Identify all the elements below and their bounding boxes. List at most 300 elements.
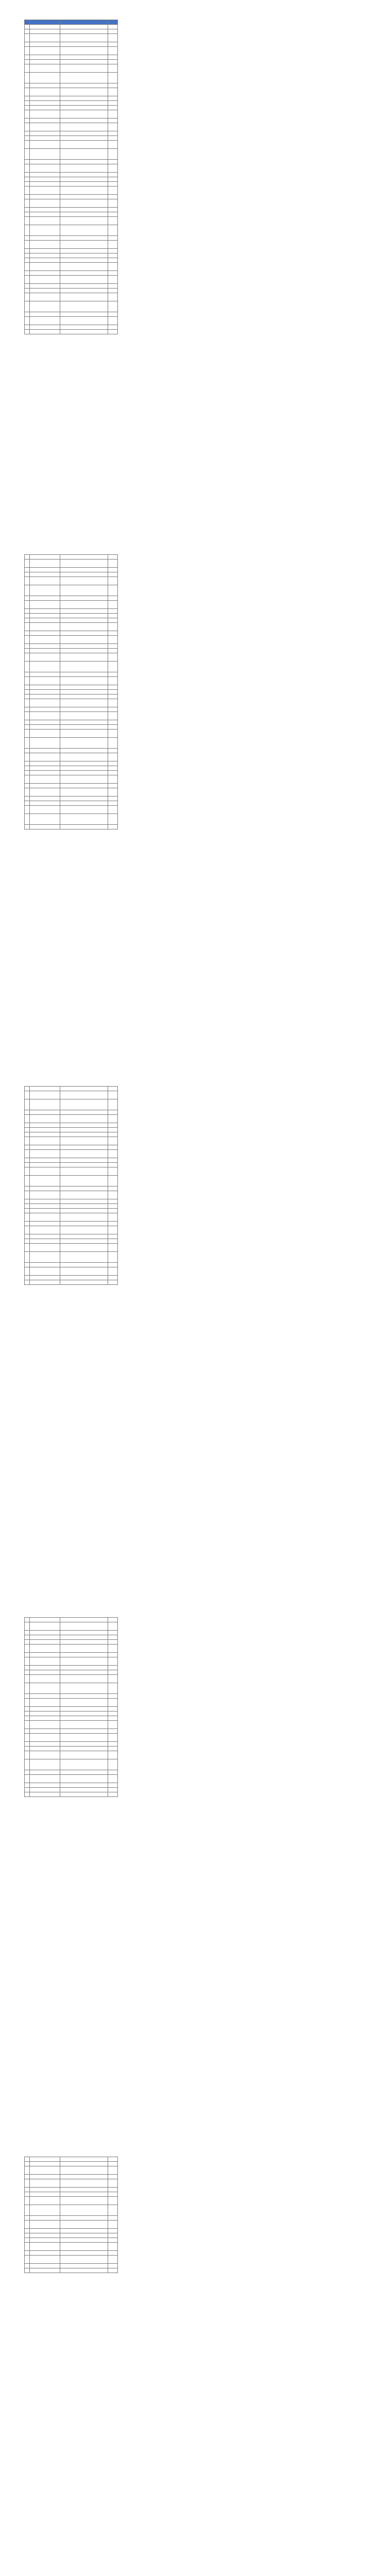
position-cell	[60, 173, 108, 177]
no-cell	[25, 738, 30, 749]
position-cell	[60, 64, 108, 73]
position-cell	[60, 788, 108, 796]
organization-cell	[30, 662, 60, 672]
position-cell	[60, 1167, 108, 1176]
note-cell	[108, 249, 118, 253]
position-cell	[60, 25, 108, 29]
position-cell	[60, 1747, 108, 1751]
table-row	[25, 160, 118, 164]
no-cell	[25, 1699, 30, 1707]
no-cell	[25, 730, 30, 738]
table-row	[25, 55, 118, 60]
position-cell	[60, 614, 108, 618]
note-cell	[108, 1110, 118, 1115]
organization-cell	[30, 1792, 60, 1797]
header-cell-no	[25, 20, 30, 25]
position-cell	[60, 1137, 108, 1145]
no-cell	[25, 814, 30, 825]
no-cell	[25, 1267, 30, 1276]
organization-cell	[30, 60, 60, 64]
note-cell	[108, 1280, 118, 1285]
position-cell	[60, 694, 108, 699]
position-cell	[60, 1751, 108, 1759]
table-row	[25, 1115, 118, 1123]
no-cell	[25, 577, 30, 585]
organization-cell	[30, 766, 60, 771]
table-row	[25, 164, 118, 173]
no-cell	[25, 2233, 30, 2238]
no-cell	[25, 653, 30, 662]
no-cell	[25, 1280, 30, 1285]
no-cell	[25, 585, 30, 596]
organization-cell	[30, 88, 60, 96]
table-row	[25, 2179, 118, 2188]
organization-cell	[30, 761, 60, 766]
no-cell	[25, 753, 30, 761]
table-row	[25, 560, 118, 568]
organization-cell	[30, 2243, 60, 2251]
position-cell	[60, 1226, 108, 1234]
organization-cell	[30, 284, 60, 289]
no-cell	[25, 1204, 30, 1209]
table-row	[25, 249, 118, 253]
organization-cell	[30, 236, 60, 241]
organization-cell	[30, 293, 60, 301]
note-cell	[108, 2264, 118, 2268]
table-row	[25, 609, 118, 614]
table-row	[25, 2157, 118, 2162]
organization-cell	[30, 1150, 60, 1158]
position-cell	[60, 34, 108, 42]
table-row	[25, 60, 118, 64]
position-cell	[60, 182, 108, 187]
note-cell	[108, 1759, 118, 1770]
table-row	[25, 141, 118, 149]
no-cell	[25, 177, 30, 182]
no-cell	[25, 568, 30, 572]
no-cell	[25, 1145, 30, 1150]
note-cell	[108, 690, 118, 694]
position-cell	[60, 1716, 108, 1721]
note-cell	[108, 1145, 118, 1150]
position-cell	[60, 618, 108, 623]
organization-cell	[30, 173, 60, 177]
organization-cell	[30, 1770, 60, 1775]
table-row	[25, 325, 118, 330]
note-cell	[108, 555, 118, 560]
organization-cell	[30, 1239, 60, 1244]
organization-cell	[30, 2238, 60, 2243]
organization-cell	[30, 1099, 60, 1110]
position-cell	[60, 2192, 108, 2197]
position-cell	[60, 712, 108, 720]
position-cell	[60, 699, 108, 707]
organization-cell	[30, 301, 60, 312]
position-cell	[60, 225, 108, 236]
organization-cell	[30, 1783, 60, 1788]
note-cell	[108, 761, 118, 766]
table-row	[25, 677, 118, 685]
note-cell	[108, 73, 118, 83]
organization-cell	[30, 1729, 60, 1734]
table-row	[25, 217, 118, 225]
note-cell	[108, 1132, 118, 1137]
note-cell	[108, 568, 118, 572]
position-cell	[60, 1099, 108, 1110]
table-row	[25, 1675, 118, 1683]
position-cell	[60, 96, 108, 101]
organization-cell	[30, 1622, 60, 1631]
table-row	[25, 1099, 118, 1110]
note-cell	[108, 141, 118, 149]
organization-cell	[30, 577, 60, 585]
organization-cell	[30, 253, 60, 258]
no-cell	[25, 141, 30, 149]
no-cell	[25, 712, 30, 720]
no-cell	[25, 312, 30, 317]
table-row	[25, 2256, 118, 2264]
note-cell	[108, 2197, 118, 2205]
position-cell	[60, 560, 108, 568]
no-cell	[25, 690, 30, 694]
position-cell	[60, 2197, 108, 2205]
organization-cell	[30, 2179, 60, 2188]
no-cell	[25, 572, 30, 577]
table-row	[25, 623, 118, 631]
no-cell	[25, 601, 30, 609]
note-cell	[108, 1158, 118, 1163]
position-cell	[60, 1694, 108, 1699]
organization-cell	[30, 796, 60, 801]
table-row	[25, 771, 118, 775]
organization-cell	[30, 2157, 60, 2162]
organization-cell	[30, 2256, 60, 2264]
organization-cell	[30, 1267, 60, 1276]
organization-cell	[30, 712, 60, 720]
no-cell	[25, 1770, 30, 1775]
position-cell	[60, 1222, 108, 1226]
note-cell	[108, 653, 118, 662]
no-cell	[25, 1640, 30, 1645]
no-cell	[25, 596, 30, 601]
position-cell	[60, 1110, 108, 1115]
note-cell	[108, 173, 118, 177]
note-cell	[108, 1670, 118, 1675]
note-cell	[108, 55, 118, 60]
note-cell	[108, 623, 118, 631]
table-row	[25, 1199, 118, 1204]
organization-cell	[30, 1716, 60, 1721]
organization-cell	[30, 585, 60, 596]
organization-cell	[30, 1653, 60, 1657]
no-cell	[25, 293, 30, 301]
position-cell	[60, 761, 108, 766]
note-cell	[108, 596, 118, 601]
position-cell	[60, 662, 108, 672]
table-row	[25, 301, 118, 312]
table-row	[25, 775, 118, 784]
position-cell	[60, 42, 108, 47]
position-cell	[60, 2175, 108, 2179]
no-cell	[25, 1622, 30, 1631]
no-cell	[25, 1792, 30, 1797]
note-cell	[108, 263, 118, 271]
position-cell	[60, 1783, 108, 1788]
table-row	[25, 29, 118, 34]
note-cell	[108, 1792, 118, 1797]
no-cell	[25, 110, 30, 118]
no-cell	[25, 2197, 30, 2205]
note-cell	[108, 1137, 118, 1145]
position-cell	[60, 289, 108, 293]
no-cell	[25, 1645, 30, 1653]
position-cell	[60, 1128, 108, 1132]
no-cell	[25, 806, 30, 814]
organization-cell	[30, 1747, 60, 1751]
table-body	[25, 1618, 118, 1797]
note-cell	[108, 1099, 118, 1110]
note-cell	[108, 1729, 118, 1734]
organization-cell	[30, 623, 60, 631]
note-cell	[108, 720, 118, 725]
table-row	[25, 618, 118, 623]
no-cell	[25, 1167, 30, 1176]
position-cell	[60, 164, 108, 173]
position-cell	[60, 1115, 108, 1123]
table-row	[25, 312, 118, 317]
table-row	[25, 1653, 118, 1657]
organization-cell	[30, 1683, 60, 1694]
position-cell	[60, 572, 108, 577]
table-row	[25, 212, 118, 217]
no-cell	[25, 253, 30, 258]
no-cell	[25, 1239, 30, 1244]
table-row	[25, 1618, 118, 1622]
note-cell	[108, 258, 118, 263]
organization-cell	[30, 814, 60, 825]
note-cell	[108, 1204, 118, 1209]
note-cell	[108, 276, 118, 284]
note-cell	[108, 2157, 118, 2162]
table-row	[25, 1213, 118, 1222]
table-row	[25, 796, 118, 801]
table-row	[25, 585, 118, 596]
position-cell	[60, 1234, 108, 1239]
note-cell	[108, 1751, 118, 1759]
table-row	[25, 761, 118, 766]
note-cell	[108, 1115, 118, 1123]
position-cell	[60, 101, 108, 106]
no-cell	[25, 644, 30, 649]
organization-cell	[30, 141, 60, 149]
no-cell	[25, 725, 30, 730]
table-row	[25, 1716, 118, 1721]
note-cell	[108, 801, 118, 806]
position-cell	[60, 263, 108, 271]
note-cell	[108, 284, 118, 289]
organization-cell	[30, 258, 60, 263]
note-cell	[108, 784, 118, 788]
position-cell	[60, 1618, 108, 1622]
table-row	[25, 1666, 118, 1670]
position-cell	[60, 330, 108, 334]
note-cell	[108, 2238, 118, 2243]
organization-cell	[30, 1244, 60, 1252]
position-cell	[60, 1645, 108, 1653]
note-cell	[108, 1226, 118, 1234]
no-cell	[25, 1263, 30, 1267]
no-cell	[25, 73, 30, 83]
position-cell	[60, 88, 108, 96]
position-cell	[60, 2216, 108, 2221]
no-cell	[25, 1670, 30, 1675]
organization-cell	[30, 694, 60, 699]
organization-cell	[30, 555, 60, 560]
no-cell	[25, 1132, 30, 1137]
note-cell	[108, 2179, 118, 2188]
organization-cell	[30, 2205, 60, 2216]
position-cell	[60, 1670, 108, 1675]
no-cell	[25, 2256, 30, 2264]
position-cell	[60, 596, 108, 601]
no-cell	[25, 1683, 30, 1694]
note-cell	[108, 199, 118, 208]
table-row	[25, 2192, 118, 2197]
table-row	[25, 2251, 118, 2256]
organization-cell	[30, 199, 60, 208]
no-cell	[25, 1751, 30, 1759]
note-cell	[108, 88, 118, 96]
table-row	[25, 707, 118, 712]
organization-cell	[30, 164, 60, 173]
table-row	[25, 1226, 118, 1234]
no-cell	[25, 187, 30, 195]
note-cell	[108, 1239, 118, 1244]
note-cell	[108, 187, 118, 195]
table-row	[25, 64, 118, 73]
table-row	[25, 685, 118, 690]
table-row	[25, 330, 118, 334]
no-cell	[25, 699, 30, 707]
no-cell	[25, 2188, 30, 2192]
note-cell	[108, 1087, 118, 1091]
note-cell	[108, 1213, 118, 1222]
table-row	[25, 293, 118, 301]
position-cell	[60, 2233, 108, 2238]
organization-cell	[30, 131, 60, 136]
note-cell	[108, 289, 118, 293]
organization-cell	[30, 1091, 60, 1099]
position-cell	[60, 131, 108, 136]
organization-cell	[30, 1657, 60, 1666]
no-cell	[25, 1747, 30, 1751]
position-cell	[60, 784, 108, 788]
note-cell	[108, 2256, 118, 2264]
table-row	[25, 653, 118, 662]
note-cell	[108, 662, 118, 672]
no-cell	[25, 707, 30, 712]
no-cell	[25, 106, 30, 110]
note-cell	[108, 796, 118, 801]
table-row	[25, 1276, 118, 1280]
table-row	[25, 766, 118, 771]
note-cell	[108, 1209, 118, 1213]
no-cell	[25, 1199, 30, 1204]
note-cell	[108, 177, 118, 182]
table-row	[25, 177, 118, 182]
no-cell	[25, 263, 30, 271]
organization-cell	[30, 649, 60, 653]
organization-cell	[30, 47, 60, 55]
table-block	[24, 554, 118, 829]
organization-cell	[30, 2268, 60, 2273]
position-cell	[60, 177, 108, 182]
note-cell	[108, 225, 118, 236]
table-row	[25, 788, 118, 796]
table-row	[25, 182, 118, 187]
note-cell	[108, 1176, 118, 1187]
table-row	[25, 284, 118, 289]
position-cell	[60, 2221, 108, 2229]
table-row	[25, 208, 118, 212]
position-cell	[60, 2162, 108, 2166]
no-cell	[25, 672, 30, 677]
no-cell	[25, 1222, 30, 1226]
position-cell	[60, 1792, 108, 1797]
no-cell	[25, 1226, 30, 1234]
no-cell	[25, 330, 30, 334]
no-cell	[25, 1675, 30, 1683]
no-cell	[25, 317, 30, 325]
table-row	[25, 271, 118, 276]
no-cell	[25, 796, 30, 801]
organization-cell	[30, 1711, 60, 1716]
organization-cell	[30, 123, 60, 131]
position-cell	[60, 825, 108, 829]
position-cell	[60, 685, 108, 690]
note-cell	[108, 2251, 118, 2256]
note-cell	[108, 25, 118, 29]
table-row	[25, 42, 118, 47]
organization-cell	[30, 212, 60, 217]
note-cell	[108, 47, 118, 55]
organization-cell	[30, 596, 60, 601]
no-cell	[25, 555, 30, 560]
note-cell	[108, 1721, 118, 1729]
table-row	[25, 694, 118, 699]
no-cell	[25, 2268, 30, 2273]
no-cell	[25, 47, 30, 55]
no-cell	[25, 2243, 30, 2251]
no-cell	[25, 1618, 30, 1622]
no-cell	[25, 249, 30, 253]
table-row	[25, 1128, 118, 1132]
table-row	[25, 1631, 118, 1635]
table-body	[25, 25, 118, 334]
position-cell	[60, 1204, 108, 1209]
note-cell	[108, 766, 118, 771]
no-cell	[25, 1110, 30, 1115]
recruitment-table	[24, 20, 118, 334]
organization-cell	[30, 784, 60, 788]
organization-cell	[30, 699, 60, 707]
no-cell	[25, 2192, 30, 2197]
table-row	[25, 631, 118, 636]
note-cell	[108, 217, 118, 225]
no-cell	[25, 614, 30, 618]
organization-cell	[30, 1167, 60, 1176]
position-cell	[60, 160, 108, 164]
